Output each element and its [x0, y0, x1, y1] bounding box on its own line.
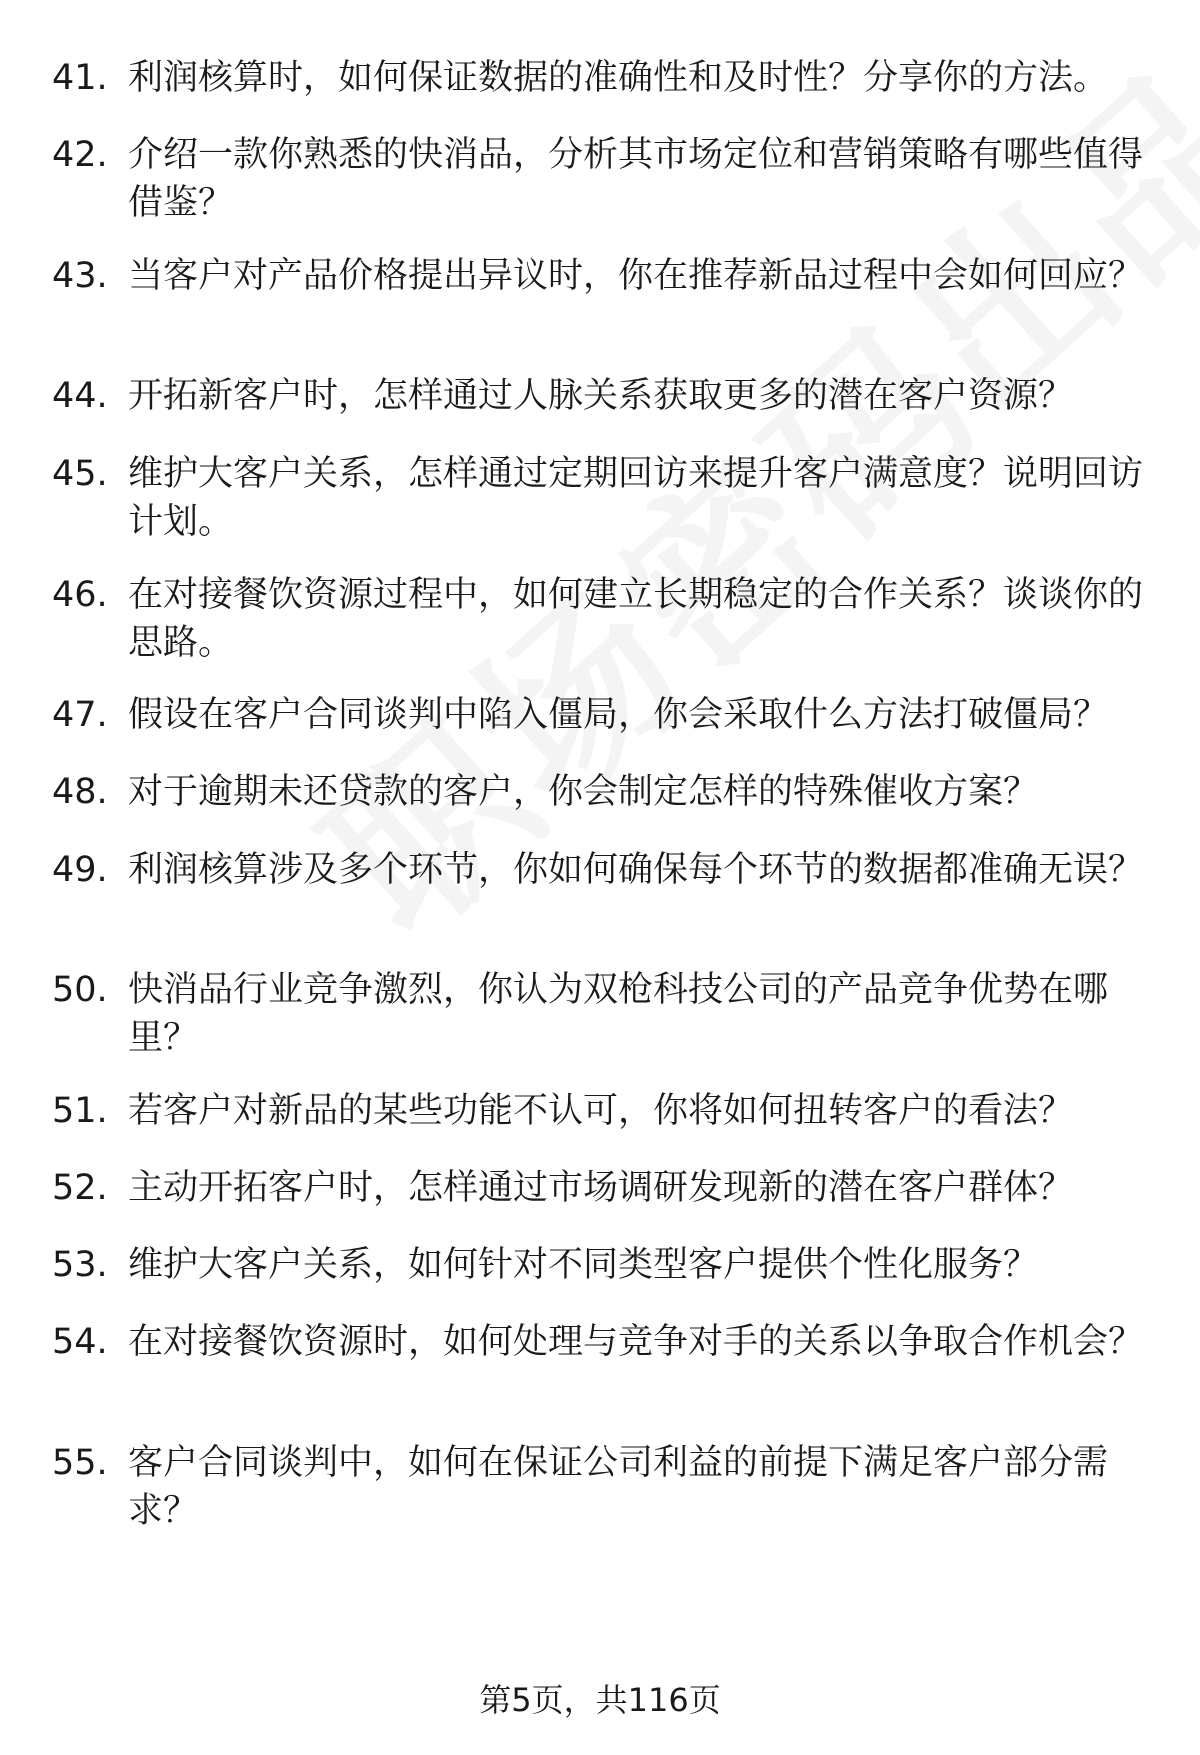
list-item — [52, 1164, 1152, 1212]
list-item — [52, 846, 1152, 894]
question-number: 54. — [52, 1322, 108, 1362]
question-number: 47. — [52, 695, 108, 735]
question-text: 假设在客户合同谈判中陷入僵局，你会采取什么方法打破僵局？ — [128, 695, 1109, 735]
question-number: 41. — [52, 58, 108, 98]
question-number: 43. — [52, 256, 108, 296]
page-footer: 第5页，共116页 — [479, 1681, 721, 1719]
list-item — [52, 691, 1152, 739]
question-number: 44. — [52, 376, 108, 416]
question-text: 客户合同谈判中，如何在保证公司利益的前提下满足客户部分需求？ — [128, 1443, 1109, 1531]
list-item — [52, 571, 1152, 667]
question-number: 48. — [52, 772, 108, 812]
question-number: 55. — [52, 1443, 108, 1483]
list-item — [52, 1087, 1152, 1135]
question-number: 52. — [52, 1168, 108, 1208]
question-text: 当客户对产品价格提出异议时，你在推荐新品过程中会如何回应？ — [128, 256, 1144, 296]
question-text: 开拓新客户时，怎样通过人脉关系获取更多的潜在客户资源？ — [128, 376, 1074, 416]
question-number: 49. — [52, 850, 108, 890]
question-text: 维护大客户关系，如何针对不同类型客户提供个性化服务？ — [128, 1245, 1039, 1285]
list-item — [52, 54, 1152, 102]
list-item — [52, 450, 1152, 546]
question-number: 50. — [52, 970, 108, 1010]
list-item — [52, 1318, 1152, 1366]
question-text: 对于逾期未还贷款的客户，你会制定怎样的特殊催收方案？ — [128, 772, 1039, 812]
list-item — [52, 1439, 1152, 1535]
list-item — [52, 372, 1152, 420]
question-text: 主动开拓客户时，怎样通过市场调研发现新的潜在客户群体？ — [128, 1168, 1074, 1208]
question-number: 46. — [52, 575, 108, 615]
list-item — [52, 768, 1152, 816]
question-number: 45. — [52, 454, 108, 494]
question-text: 快消品行业竞争激烈，你认为双枪科技公司的产品竞争优势在哪里？ — [128, 970, 1109, 1058]
list-item — [52, 131, 1152, 227]
question-text: 若客户对新品的某些功能不认可，你将如何扭转客户的看法？ — [128, 1091, 1074, 1131]
question-text: 维护大客户关系，怎样通过定期回访来提升客户满意度？说明回访计划。 — [128, 454, 1144, 542]
question-text: 在对接餐饮资源过程中，如何建立长期稳定的合作关系？谈谈你的思路。 — [128, 575, 1144, 663]
list-item — [52, 966, 1152, 1062]
question-text: 介绍一款你熟悉的快消品，分析其市场定位和营销策略有哪些值得借鉴？ — [128, 135, 1144, 223]
list-item — [52, 1241, 1152, 1289]
question-number: 53. — [52, 1245, 108, 1285]
list-item — [52, 252, 1152, 300]
question-text: 利润核算涉及多个环节，你如何确保每个环节的数据都准确无误？ — [128, 850, 1144, 890]
question-text: 在对接餐饮资源时，如何处理与竞争对手的关系以争取合作机会？ — [128, 1322, 1144, 1362]
question-number: 42. — [52, 135, 108, 175]
question-number: 51. — [52, 1091, 108, 1131]
question-text: 利润核算时，如何保证数据的准确性和及时性？分享你的方法。 — [128, 58, 1109, 98]
